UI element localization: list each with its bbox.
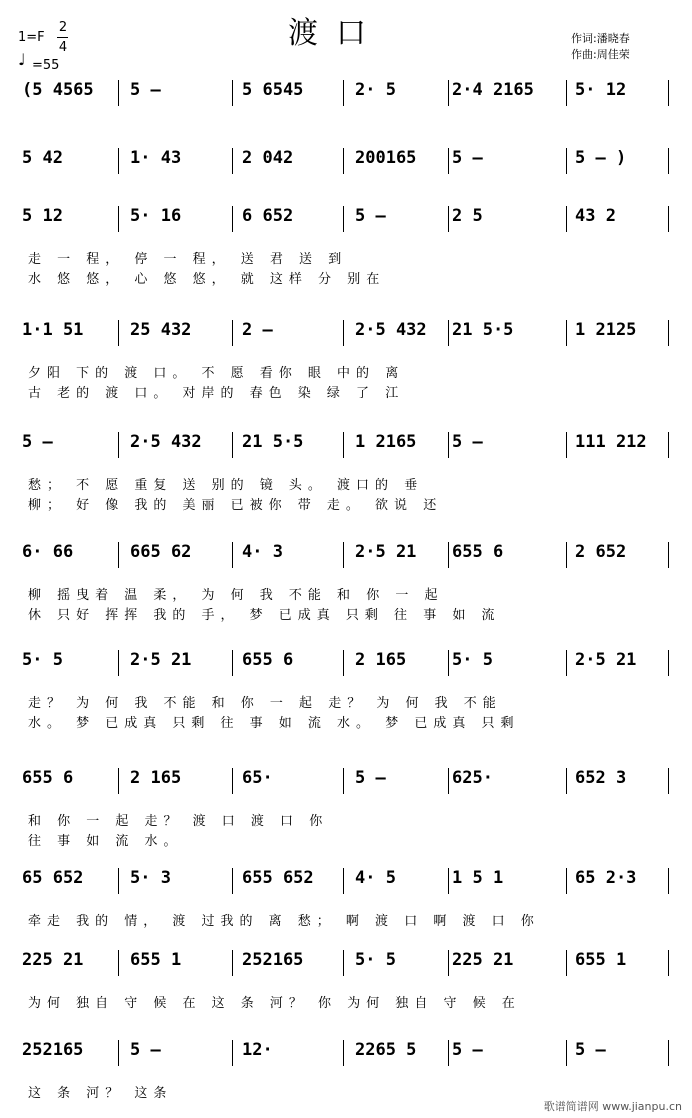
lyric-line: 柳 摇曳着 温 柔， 为 何 我 不能 和 你 一 起 bbox=[28, 588, 444, 603]
measure: 1· 43 bbox=[130, 148, 182, 168]
measure: 65 652 bbox=[22, 868, 84, 888]
bar-line bbox=[566, 1040, 567, 1066]
bar-line bbox=[343, 432, 344, 458]
measure: 655 652 bbox=[242, 868, 314, 888]
measure: 5 – ) bbox=[575, 148, 627, 168]
watermark: 歌谱简谱网 www.jianpu.cn bbox=[543, 1100, 682, 1113]
lyric-line: 往 事 如 流 水。 bbox=[28, 834, 183, 849]
measure: 5 – bbox=[452, 432, 483, 452]
bar-line bbox=[566, 432, 567, 458]
bar-line bbox=[118, 650, 119, 676]
measure: (5 4565 bbox=[22, 80, 94, 100]
bar-line bbox=[448, 542, 449, 568]
measure: 25 432 bbox=[130, 320, 192, 340]
measure: 655 6 bbox=[452, 542, 504, 562]
measure: 5 12 bbox=[22, 206, 63, 226]
measure: 2·5 21 bbox=[575, 650, 637, 670]
measure: 4· 5 bbox=[355, 868, 396, 888]
measure: 2·5 432 bbox=[130, 432, 202, 452]
measure: 5 42 bbox=[22, 148, 63, 168]
bar-line bbox=[668, 650, 669, 676]
lyric-line: 这 条 河？ 这条 bbox=[28, 1086, 173, 1101]
bar-line bbox=[566, 650, 567, 676]
bar-line bbox=[448, 148, 449, 174]
measure: 21 5·5 bbox=[242, 432, 304, 452]
bar-line bbox=[118, 868, 119, 894]
bar-line bbox=[343, 320, 344, 346]
measure: 655 6 bbox=[242, 650, 294, 670]
measure: 2265 5 bbox=[355, 1040, 417, 1060]
bar-line bbox=[668, 206, 669, 232]
time-signature-line bbox=[57, 37, 68, 38]
bar-line bbox=[118, 320, 119, 346]
bar-line bbox=[448, 950, 449, 976]
measure: 2·5 21 bbox=[130, 650, 192, 670]
measure: 200165 bbox=[355, 148, 417, 168]
bar-line bbox=[118, 432, 119, 458]
bar-line bbox=[448, 1040, 449, 1066]
bar-line bbox=[343, 148, 344, 174]
bar-line bbox=[343, 950, 344, 976]
bar-line bbox=[232, 1040, 233, 1066]
bar-line bbox=[566, 80, 567, 106]
lyric-line: 走 一 程， 停 一 程， 送 君 送 到 bbox=[28, 252, 348, 267]
lyric-line: 柳； 好 像 我的 美丽 已被你 带 走。 欲说 还 bbox=[28, 498, 443, 513]
measure: 655 1 bbox=[575, 950, 627, 970]
lyric-line: 夕阳 下的 渡 口。 不 愿 看你 眼 中的 离 bbox=[28, 366, 405, 381]
bar-line bbox=[232, 950, 233, 976]
bar-line bbox=[343, 650, 344, 676]
measure: 111 212 bbox=[575, 432, 647, 452]
measure: 1 5 1 bbox=[452, 868, 504, 888]
measure: 2·4 2165 bbox=[452, 80, 534, 100]
bar-line bbox=[232, 320, 233, 346]
bar-line bbox=[448, 320, 449, 346]
measure: 5· 3 bbox=[130, 868, 171, 888]
bar-line bbox=[343, 868, 344, 894]
measure: 5 – bbox=[452, 148, 483, 168]
lyric-line: 水。 梦 已成真 只剩 往 事 如 流 水。 梦 已成真 只剩 bbox=[28, 716, 520, 731]
lyric-line: 水 悠 悠， 心 悠 悠， 就 这样 分 别在 bbox=[28, 272, 386, 287]
lyric-line: 愁； 不 愿 重复 送 别的 镜 头。 渡口的 垂 bbox=[28, 478, 424, 493]
bar-line bbox=[668, 320, 669, 346]
bar-line bbox=[448, 206, 449, 232]
bar-line bbox=[668, 950, 669, 976]
measure: 12· bbox=[242, 1040, 273, 1060]
measure: 2 5 bbox=[452, 206, 483, 226]
bar-line bbox=[566, 542, 567, 568]
measure: 5 – bbox=[452, 1040, 483, 1060]
song-title: 渡口 bbox=[288, 16, 384, 51]
time-signature-top: 2 bbox=[58, 20, 68, 35]
bar-line bbox=[343, 542, 344, 568]
measure: 4· 3 bbox=[242, 542, 283, 562]
measure: 2 – bbox=[242, 320, 273, 340]
measure: 5· 5 bbox=[355, 950, 396, 970]
lyricist-credit: 作词:潘晓春 bbox=[571, 32, 630, 45]
measure: 1 2125 bbox=[575, 320, 637, 340]
bar-line bbox=[232, 432, 233, 458]
bar-line bbox=[232, 206, 233, 232]
measure: 6 652 bbox=[242, 206, 294, 226]
bar-line bbox=[232, 542, 233, 568]
measure: 5· 5 bbox=[22, 650, 63, 670]
bar-line bbox=[118, 80, 119, 106]
measure: 65 2·3 bbox=[575, 868, 637, 888]
measure: 5 – bbox=[130, 1040, 161, 1060]
measure: 6· 66 bbox=[22, 542, 74, 562]
bar-line bbox=[343, 206, 344, 232]
measure: 252165 bbox=[242, 950, 304, 970]
bar-line bbox=[343, 1040, 344, 1066]
composer-credit: 作曲:周佳荣 bbox=[571, 48, 630, 61]
bar-line bbox=[566, 950, 567, 976]
measure: 2 165 bbox=[355, 650, 407, 670]
measure: 655 6 bbox=[22, 768, 74, 788]
bar-line bbox=[566, 206, 567, 232]
bar-line bbox=[343, 80, 344, 106]
bar-line bbox=[232, 650, 233, 676]
lyric-line: 为何 独自 守 候 在 这 条 河？ 你 为何 独自 守 候 在 bbox=[28, 996, 521, 1011]
bar-line bbox=[566, 148, 567, 174]
bar-line bbox=[668, 1040, 669, 1066]
measure: 2 652 bbox=[575, 542, 627, 562]
bar-line bbox=[668, 542, 669, 568]
bar-line bbox=[668, 868, 669, 894]
measure: 5 – bbox=[355, 206, 386, 226]
bar-line bbox=[232, 868, 233, 894]
bar-line bbox=[448, 80, 449, 106]
measure: 5 6545 bbox=[242, 80, 304, 100]
measure: 665 62 bbox=[130, 542, 192, 562]
bar-line bbox=[118, 206, 119, 232]
measure: 252165 bbox=[22, 1040, 84, 1060]
bar-line bbox=[118, 148, 119, 174]
measure: 5· 5 bbox=[452, 650, 493, 670]
bar-line bbox=[448, 768, 449, 794]
tempo-marking: =55 bbox=[32, 58, 60, 73]
lyric-line: 走？ 为 何 我 不能 和 你 一 起 走？ 为 何 我 不能 bbox=[28, 696, 502, 711]
bar-line bbox=[232, 148, 233, 174]
bar-line bbox=[343, 768, 344, 794]
bar-line bbox=[668, 148, 669, 174]
bar-line bbox=[668, 768, 669, 794]
bar-line bbox=[566, 868, 567, 894]
key-signature: 1=F bbox=[18, 30, 45, 45]
measure: 2·5 432 bbox=[355, 320, 427, 340]
bar-line bbox=[448, 868, 449, 894]
measure: 1·1 51 bbox=[22, 320, 84, 340]
measure: 21 5·5 bbox=[452, 320, 514, 340]
bar-line bbox=[566, 768, 567, 794]
measure: 655 1 bbox=[130, 950, 182, 970]
lyric-line: 休 只好 挥挥 我的 手， 梦 已成真 只剩 往 事 如 流 bbox=[28, 608, 501, 623]
bar-line bbox=[118, 950, 119, 976]
quarter-note-icon: ♩ bbox=[18, 50, 26, 69]
measure: 65· bbox=[242, 768, 273, 788]
measure: 5 – bbox=[575, 1040, 606, 1060]
lyric-line: 和 你 一 起 走？ 渡 口 渡 口 你 bbox=[28, 814, 329, 829]
measure: 1 2165 bbox=[355, 432, 417, 452]
measure: 225 21 bbox=[22, 950, 84, 970]
bar-line bbox=[232, 80, 233, 106]
measure: 2 042 bbox=[242, 148, 294, 168]
bar-line bbox=[118, 1040, 119, 1066]
bar-line bbox=[566, 320, 567, 346]
measure: 2· 5 bbox=[355, 80, 396, 100]
measure: 43 2 bbox=[575, 206, 616, 226]
measure: 225 21 bbox=[452, 950, 514, 970]
measure: 625· bbox=[452, 768, 493, 788]
bar-line bbox=[118, 542, 119, 568]
time-signature-bottom: 4 bbox=[58, 40, 68, 55]
measure: 652 3 bbox=[575, 768, 627, 788]
measure: 2·5 21 bbox=[355, 542, 417, 562]
bar-line bbox=[448, 432, 449, 458]
bar-line bbox=[448, 650, 449, 676]
bar-line bbox=[668, 432, 669, 458]
measure: 5 – bbox=[22, 432, 53, 452]
bar-line bbox=[118, 768, 119, 794]
measure: 5 – bbox=[355, 768, 386, 788]
bar-line bbox=[668, 80, 669, 106]
lyric-line: 古 老的 渡 口。 对岸的 春色 染 绿 了 江 bbox=[28, 386, 405, 401]
measure: 5 – bbox=[130, 80, 161, 100]
measure: 5· 12 bbox=[575, 80, 627, 100]
measure: 5· 16 bbox=[130, 206, 182, 226]
bar-line bbox=[232, 768, 233, 794]
lyric-line: 牵走 我的 情， 渡 过我的 离 愁； 啊 渡 口 啊 渡 口 你 bbox=[28, 914, 540, 929]
measure: 2 165 bbox=[130, 768, 182, 788]
